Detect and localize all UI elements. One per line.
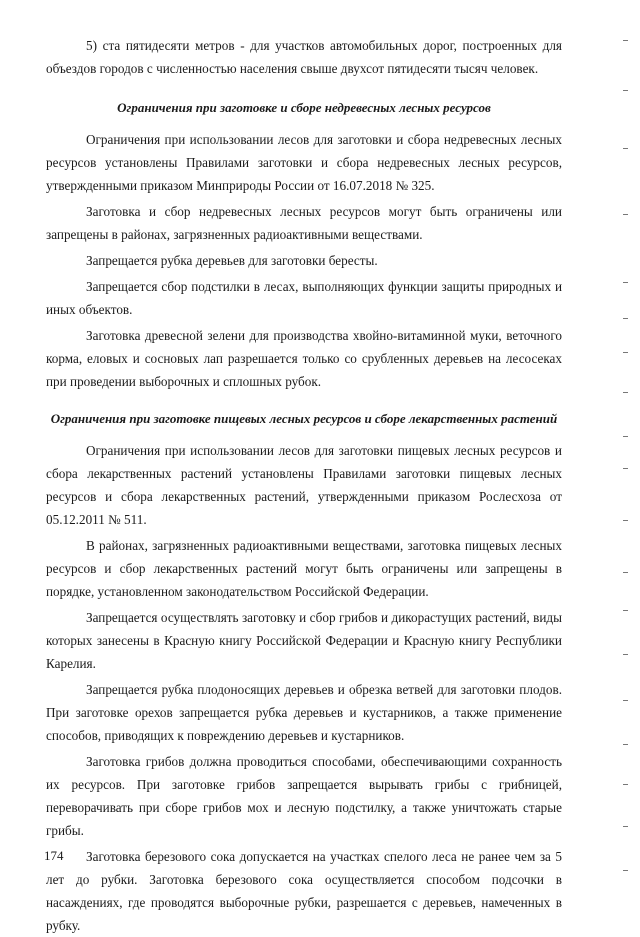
paragraph: Запрещается рубка плодоносящих деревьев и обрезка ветвей для заготовки плодов. При заготовке орехов запрещается рубка деревьев и кустарников, а также применение способов, приводящих к повреждению деревьев и кустарников.	[46, 682, 562, 743]
binding-margin-marks	[614, 0, 628, 905]
section-heading-nontimber: Ограничения при заготовке и сборе недревесных лесных ресурсов	[117, 100, 491, 115]
paragraph: Запрещается сбор подстилки в лесах, выполняющих функции защиты природных и иных объектов.	[46, 279, 562, 317]
paragraph: 5) ста пятидесяти метров - для участков автомобильных дорог, построенных для объездов городов с численностью населения свыше двухсот пятидесяти тысяч человек.	[46, 38, 562, 76]
section-heading-food-resources: Ограничения при заготовке пищевых лесных ресурсов и сборе лекарственных растений	[50, 411, 558, 426]
paragraph: Заготовка и сбор недревесных лесных ресурсов могут быть ограничены или запрещены в районах, загрязненных радиоактивными веществами.	[46, 204, 562, 242]
paragraph: Запрещается рубка деревьев для заготовки бересты.	[86, 253, 378, 268]
paragraph: Заготовка грибов должна проводиться способами, обеспечивающими сохранность их ресурсов. При заготовке грибов запрещается вырывать грибы с грибницей, переворачивать при сборе грибов мох и лесную подстилку, а также уничтожать старые грибы.	[46, 754, 562, 838]
paragraph: Заготовка древесной зелени для производства хвойно-витаминной муки, веточного корма, еловых и сосновых лап разрешается только со срубленных деревьев на лесосеках при проведении выборочных и сплошных рубок.	[46, 328, 562, 389]
paragraph: Заготовка березового сока допускается на участках спелого леса не ранее чем за 5 лет до рубки. Заготовка березового сока осуществляется способом подсочки в насаждениях, где проводятся выборочные рубки, разрешается с деревьев, намеченных в рубку.	[46, 849, 562, 933]
paragraph: Ограничения при использовании лесов для заготовки пищевых лесных ресурсов и сбора лекарственных растений установлены Правилами заготовки пищевых лесных ресурсов и сбора лекарственных растений, утвержденными приказом Рослесхоза от 05.12.2011 № 511.	[46, 443, 562, 527]
paragraph: Ограничения при использовании лесов для заготовки и сбора недревесных лесных ресурсов установлены Правилами заготовки и сбора недревесных лесных ресурсов, утвержденными приказом Минприроды России от 16.07.2018 № 325.	[46, 132, 562, 193]
paragraph: Запрещается осуществлять заготовку и сбор грибов и дикорастущих растений, виды которых занесены в Красную книгу Российской Федерации и Красную книгу Республики Карелия.	[46, 610, 562, 671]
document-page	[46, 34, 562, 937]
paragraph: В районах, загрязненных радиоактивными веществами, заготовка пищевых лесных ресурсов и сбор лекарственных растений могут быть ограничены или запрещены в порядке, установленном законодательством Российской Федерации.	[46, 538, 562, 599]
page-number: 174	[44, 848, 64, 863]
